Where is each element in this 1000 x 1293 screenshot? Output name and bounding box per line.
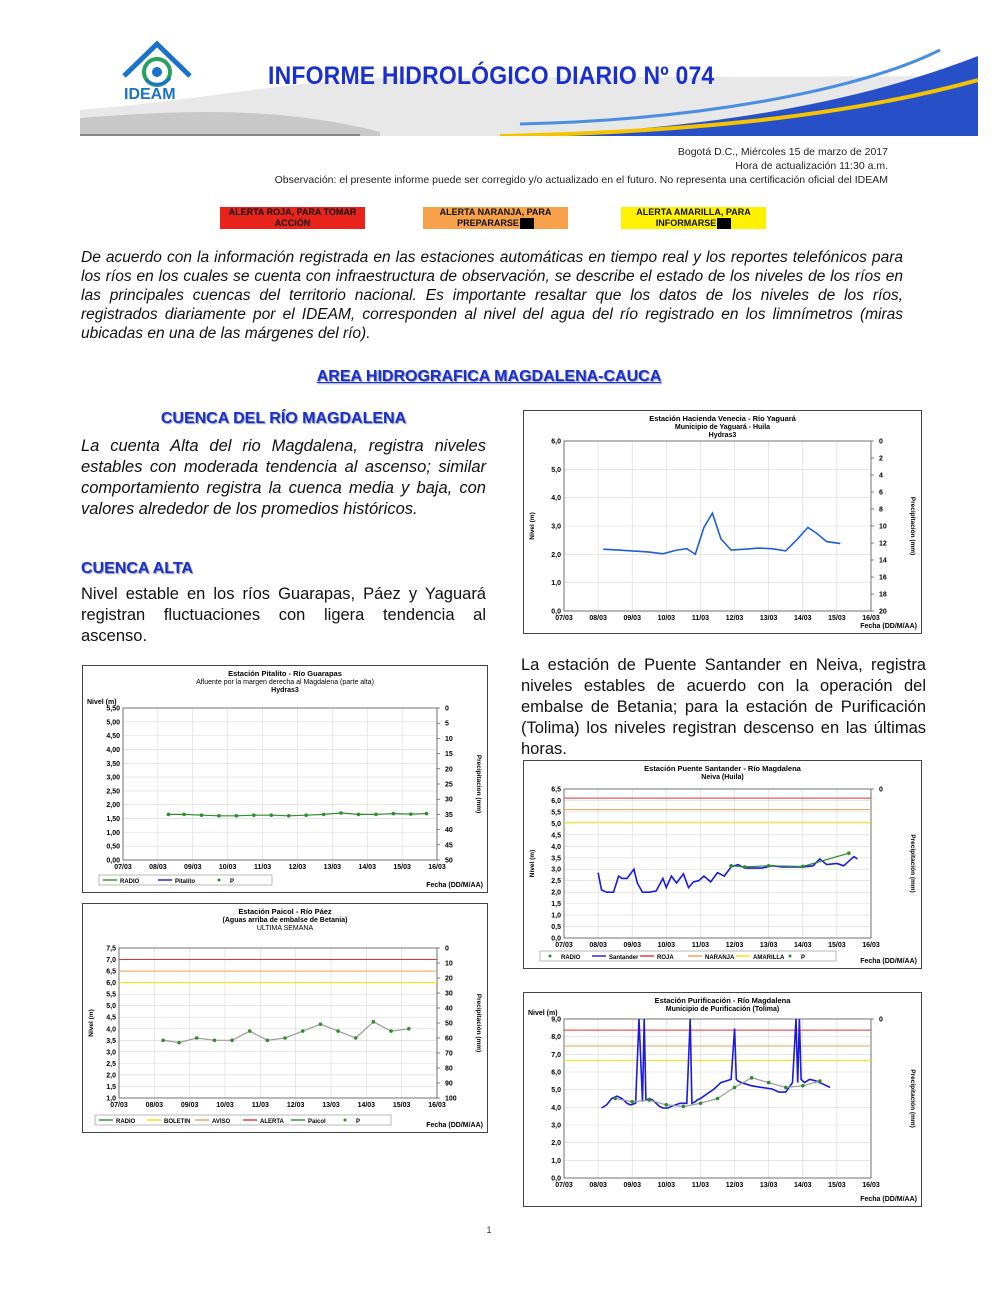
x-axis-label: Fecha (DD/M/AA) — [860, 1196, 917, 1203]
logo-text: IDEAM — [124, 86, 176, 103]
x-tick-label: 07/03 — [110, 1102, 128, 1109]
chart-title: Estación Paicol - Río Páez — [238, 907, 332, 916]
data-point — [801, 1084, 805, 1088]
x-tick-label: 08/03 — [149, 864, 167, 871]
chart-title: Estación Pitalito - Río Guarapas — [228, 669, 342, 678]
y2-tick-label: 90 — [445, 1080, 453, 1088]
data-point — [266, 1039, 270, 1043]
x-tick-label: 16/03 — [428, 864, 446, 871]
series-line — [602, 1019, 831, 1108]
y-tick-label: 5,5 — [106, 991, 116, 999]
y-tick-label: 4,0 — [551, 843, 561, 851]
y2-tick-label: 18 — [879, 591, 887, 599]
y2-axis-label: Precipitacion (mm) — [475, 754, 482, 814]
x-tick-label: 12/03 — [725, 615, 744, 622]
y-tick-label: 5,0 — [106, 1003, 116, 1011]
y-tick-label: 3,0 — [106, 1049, 116, 1057]
y2-tick-label: 14 — [879, 557, 887, 565]
legend-entry: ALERTA — [260, 1119, 284, 1125]
x-tick-label: 09/03 — [180, 1102, 199, 1109]
x-tick-label: 16/03 — [862, 1182, 880, 1189]
y2-tick-label: 10 — [445, 960, 453, 968]
data-point — [322, 813, 326, 817]
data-point — [235, 814, 239, 818]
x-tick-label: 14/03 — [357, 1102, 376, 1109]
data-point — [167, 813, 171, 817]
y-tick-label: 1,5 — [106, 1083, 116, 1091]
data-point — [767, 1081, 771, 1085]
legend-entry: Paicol — [308, 1119, 326, 1125]
y-axis-label: Nivel (m) — [88, 1009, 95, 1037]
legend-entry: Pitalito — [175, 879, 196, 885]
legend-entry: RADIO — [120, 879, 140, 885]
data-point — [750, 1076, 754, 1080]
x-tick-label: 16/03 — [862, 615, 880, 622]
y2-tick-label: 0 — [879, 1016, 883, 1024]
cuenca-magdalena-text: La cuenta Alta del rio Magdalena, registra niveles estables con moderada tendencia al ascenso; similar comportamiento registra la cuenca media y baja, con valores alrededor de los promedios históricos. — [81, 437, 486, 518]
chart-purificacion — [523, 992, 922, 1207]
x-tick-label: 12/03 — [286, 1102, 305, 1109]
data-point — [647, 1098, 651, 1102]
y-tick-label: 6,0 — [551, 438, 561, 446]
chart-subtitle: Afluente por la margen derecha al Magdalena (parte alta) — [196, 679, 374, 686]
santander-paragraph: La estación de Puente Santander en Neiva, registra niveles estables de acuerdo con la operación del embalse de Betania; para la estación de Purificación (Tolima) los niveles registran descenso en las últimas horas. — [521, 656, 926, 758]
y2-tick-label: 15 — [445, 751, 453, 759]
y-tick-label: 1,50 — [106, 816, 120, 824]
y-tick-label: 3,0 — [551, 866, 561, 874]
x-tick-label: 13/03 — [759, 1182, 778, 1189]
y2-tick-label: 70 — [445, 1050, 453, 1058]
data-point — [248, 1029, 252, 1033]
x-tick-label: 13/03 — [323, 864, 342, 871]
y-tick-label: 2,0 — [551, 889, 561, 897]
legend-entry: Santander — [609, 955, 639, 961]
y-tick-label: 1,5 — [551, 901, 561, 909]
alert-yellow-line2: INFORMARSE — [655, 218, 717, 228]
data-point — [682, 1105, 686, 1109]
data-point — [374, 813, 378, 817]
x-tick-label: 14/03 — [794, 1182, 812, 1189]
y-tick-label: 5,50 — [106, 705, 120, 713]
data-point — [729, 864, 733, 868]
y-axis-label: Nivel (m) — [529, 849, 536, 878]
y-tick-label: 6,0 — [551, 797, 561, 805]
chart-subtitle: (Aguas arriba de embalse de Betania) — [222, 917, 348, 924]
alert-red-line2: ACCIÓN — [274, 218, 311, 228]
x-tick-label: 11/03 — [251, 1102, 269, 1109]
y-tick-label: 3,5 — [551, 855, 561, 863]
legend-marker — [218, 879, 221, 882]
y2-tick-label: 0 — [445, 705, 449, 713]
redaction-block — [717, 218, 731, 229]
y-tick-label: 4,0 — [106, 1026, 116, 1034]
y-tick-label: 0,0 — [551, 935, 561, 943]
y2-axis-label: Precipitación (mm) — [909, 1069, 916, 1128]
y-tick-label: 1,00 — [106, 829, 120, 837]
y2-tick-label: 8 — [879, 506, 883, 514]
y-tick-label: 8,0 — [551, 1034, 561, 1042]
y-tick-label: 5,0 — [551, 466, 561, 474]
legend-marker — [789, 955, 792, 958]
data-point — [161, 1039, 165, 1043]
y-tick-label: 1,0 — [551, 1157, 561, 1165]
x-axis-label: Fecha (DD/M/AA) — [860, 958, 917, 965]
y2-axis-label: Precipitación (mm) — [909, 834, 916, 893]
x-tick-label: 15/03 — [828, 1182, 846, 1189]
y-tick-label: 5,0 — [551, 820, 561, 828]
y-tick-label: 5,00 — [106, 719, 120, 727]
y-tick-label: 5,5 — [551, 809, 561, 817]
y2-tick-label: 0 — [445, 945, 449, 953]
x-tick-label: 15/03 — [828, 942, 846, 949]
y-tick-label: 2,00 — [106, 802, 120, 810]
data-point — [195, 1036, 199, 1040]
y-axis-label: Nivel (m) — [529, 512, 536, 540]
y-axis-label: Nivel (m) — [87, 699, 117, 706]
data-point — [283, 1036, 287, 1040]
x-tick-label: 09/03 — [623, 942, 641, 949]
y2-tick-label: 4 — [879, 472, 883, 480]
legend-entry: AVISO — [212, 1119, 231, 1125]
y-tick-label: 3,0 — [551, 1122, 561, 1130]
x-tick-label: 07/03 — [555, 1182, 573, 1189]
y-tick-label: 0,00 — [106, 857, 120, 865]
y2-tick-label: 10 — [445, 735, 453, 743]
y-tick-label: 2,0 — [551, 551, 561, 559]
y-tick-label: 0,0 — [551, 1175, 561, 1183]
alert-yellow-badge — [621, 207, 766, 229]
x-tick-label: 09/03 — [184, 864, 202, 871]
x-tick-label: 12/03 — [725, 1182, 744, 1189]
x-tick-label: 07/03 — [555, 615, 573, 622]
x-tick-label: 14/03 — [358, 864, 376, 871]
x-tick-label: 10/03 — [216, 1102, 234, 1109]
y-tick-label: 1,0 — [551, 912, 561, 920]
alert-orange-line1: ALERTA NARANJA, PARA — [439, 207, 552, 217]
y-tick-label: 4,0 — [551, 1104, 561, 1112]
data-point — [301, 1029, 305, 1033]
y2-tick-label: 20 — [445, 975, 453, 983]
legend-entry: NARANJA — [705, 955, 735, 961]
x-tick-label: 11/03 — [691, 615, 710, 622]
chart-santander — [523, 760, 922, 969]
data-point — [784, 1086, 788, 1090]
x-tick-label: 13/03 — [759, 942, 778, 949]
y2-tick-label: 20 — [879, 608, 887, 616]
y-tick-label: 9,0 — [551, 1016, 561, 1024]
legend-entry: BOLETIN — [164, 1119, 191, 1125]
x-tick-label: 13/03 — [759, 615, 778, 622]
legend-marker — [344, 1119, 347, 1122]
y2-tick-label: 40 — [445, 827, 453, 835]
x-tick-label: 09/03 — [623, 1182, 641, 1189]
x-tick-label: 16/03 — [428, 1102, 446, 1109]
y-tick-label: 4,5 — [106, 1014, 116, 1022]
chart-pitalito — [82, 665, 488, 893]
y2-tick-label: 30 — [445, 796, 453, 804]
data-point — [269, 813, 273, 817]
y2-tick-label: 2 — [879, 455, 883, 463]
plot-area — [123, 708, 437, 860]
area-title: AREA HIDROGRAFICA MAGDALENA-CAUCA — [316, 368, 662, 385]
data-point — [354, 1036, 358, 1040]
x-axis-label: Fecha (DD/M/AA) — [426, 882, 483, 889]
y-tick-label: 2,5 — [551, 878, 561, 886]
y-tick-label: 6,5 — [551, 786, 561, 794]
y2-tick-label: 35 — [445, 811, 453, 819]
legend-entry: P — [356, 1119, 361, 1125]
cuenca-alta-title: CUENCA ALTA — [81, 560, 193, 577]
legend-marker — [549, 955, 552, 958]
x-tick-label: 10/03 — [657, 942, 676, 949]
data-point — [847, 851, 851, 855]
x-tick-label: 15/03 — [828, 615, 846, 622]
data-point — [392, 812, 396, 816]
y-tick-label: 3,00 — [106, 774, 120, 782]
y-tick-label: 0,0 — [551, 608, 561, 616]
y-tick-label: 0,50 — [106, 843, 120, 851]
y2-tick-label: 40 — [445, 1005, 453, 1013]
y2-tick-label: 12 — [879, 540, 887, 548]
x-tick-label: 07/03 — [114, 864, 132, 871]
y2-tick-label: 5 — [445, 720, 449, 728]
plot-area — [119, 948, 437, 1098]
y-tick-label: 1,0 — [551, 580, 561, 588]
observation-line: Observación: el presente informe puede ser corregido y/o actualizado en el futuro. No representa una certificación oficial del IDEAM — [274, 174, 888, 186]
data-point — [339, 811, 343, 815]
x-tick-label: 08/03 — [589, 1182, 607, 1189]
y2-tick-label: 6 — [879, 489, 883, 497]
chart-paicol — [82, 903, 488, 1133]
alert-yellow-line1: ALERTA AMARILLA, PARA — [636, 207, 751, 217]
page-number: 1 — [486, 1225, 492, 1235]
data-point — [407, 1027, 411, 1031]
data-point — [613, 1097, 617, 1101]
x-tick-label: 11/03 — [253, 864, 272, 871]
y-tick-label: 2,0 — [106, 1072, 116, 1080]
data-point — [200, 813, 204, 817]
x-tick-label: 08/03 — [589, 615, 607, 622]
legend-entry: P — [230, 879, 235, 885]
y-tick-label: 2,50 — [106, 788, 120, 796]
y-axis-label: Nivel (m) — [528, 1010, 558, 1017]
data-point — [767, 864, 771, 868]
cuenca-alta-text: Nivel estable en los ríos Guarapas, Páez y Yaguará registran fluctuaciones con ligera tendencia al ascenso. — [81, 585, 486, 645]
data-point — [177, 1041, 181, 1045]
y2-tick-label: 100 — [445, 1095, 457, 1103]
y-tick-label: 7,5 — [106, 945, 116, 953]
report-title: INFORME HIDROLÓGICO DIARIO Nº 074 — [268, 62, 715, 90]
y-tick-label: 0,5 — [551, 924, 561, 932]
legend-entry: AMARILLA — [753, 955, 785, 961]
data-point — [716, 1097, 720, 1101]
x-tick-label: 15/03 — [392, 1102, 411, 1109]
y2-tick-label: 0 — [879, 786, 883, 794]
data-point — [336, 1029, 340, 1033]
data-point — [319, 1022, 323, 1026]
x-tick-label: 12/03 — [288, 864, 307, 871]
y2-tick-label: 60 — [445, 1035, 453, 1043]
chart-title: Estación Hacienda Venecia - Río Yaguará — [649, 414, 796, 423]
y-tick-label: 6,0 — [551, 1069, 561, 1077]
legend-entry: RADIO — [116, 1119, 136, 1125]
y-tick-label: 1,0 — [106, 1095, 116, 1103]
x-tick-label: 10/03 — [657, 1182, 676, 1189]
x-tick-label: 08/03 — [589, 942, 607, 949]
y-tick-label: 3,50 — [106, 760, 120, 768]
y-tick-label: 3,5 — [106, 1037, 116, 1045]
chart-title: Estación Puente Santander - Río Magdalena — [644, 764, 801, 773]
y-tick-label: 5,0 — [551, 1087, 561, 1095]
y-tick-label: 4,0 — [551, 495, 561, 503]
y-tick-label: 2,0 — [551, 1140, 561, 1148]
x-tick-label: 10/03 — [218, 864, 237, 871]
y2-tick-label: 80 — [445, 1065, 453, 1073]
y2-axis-label: Precipitación (mm) — [909, 496, 916, 556]
x-tick-label: 14/03 — [794, 942, 812, 949]
data-point — [743, 865, 747, 869]
y-tick-label: 6,5 — [106, 968, 116, 976]
chart-subtitle: Municipio de Yaguará - Huila — [674, 424, 771, 431]
y2-tick-label: 45 — [445, 842, 453, 850]
legend-entry: P — [801, 955, 806, 961]
legend-entry: RADIO — [561, 955, 581, 961]
y2-axis-label: Precipitación (mm) — [475, 993, 482, 1053]
x-tick-label: 08/03 — [145, 1102, 164, 1109]
data-point — [409, 812, 413, 816]
y-tick-label: 7,0 — [551, 1051, 561, 1059]
y-tick-label: 7,0 — [106, 957, 116, 965]
chart-title: Estación Purificación - Río Magdalena — [654, 996, 791, 1005]
data-point — [733, 1086, 737, 1090]
y-tick-label: 2,5 — [106, 1060, 116, 1068]
y-tick-label: 6,0 — [106, 980, 116, 988]
alert-red-line1: ALERTA ROJA, PARA TOMAR — [228, 207, 357, 217]
data-point — [304, 813, 308, 817]
y2-tick-label: 30 — [445, 990, 453, 998]
series-line — [603, 513, 840, 554]
chart-subtitle-2: Hydras3 — [271, 687, 299, 694]
alert-orange-line2: PREPARARSE — [457, 218, 519, 228]
chart-subtitle: Neiva (Huila) — [701, 774, 744, 781]
data-point — [389, 1029, 393, 1033]
x-tick-label: 15/03 — [393, 864, 411, 871]
data-point — [357, 813, 361, 817]
x-tick-label: 13/03 — [322, 1102, 340, 1109]
chart-venecia — [523, 410, 922, 634]
chart-subtitle-2: Hydras3 — [708, 432, 737, 439]
y-tick-label: 3,0 — [551, 523, 561, 531]
x-tick-label: 09/03 — [623, 615, 641, 622]
x-axis-label: Fecha (DD/M/AA) — [860, 623, 917, 630]
x-tick-label: 14/03 — [794, 615, 812, 622]
alert-red-badge — [220, 207, 365, 229]
y2-tick-label: 50 — [445, 1020, 453, 1028]
data-point — [182, 813, 186, 817]
x-tick-label: 10/03 — [657, 615, 676, 622]
redaction-block — [520, 218, 534, 229]
y2-tick-label: 0 — [879, 438, 883, 446]
x-tick-label: 07/03 — [555, 942, 573, 949]
x-tick-label: 11/03 — [691, 942, 710, 949]
y2-tick-label: 25 — [445, 781, 453, 789]
data-point — [630, 1100, 634, 1104]
y-tick-label: 4,5 — [551, 832, 561, 840]
alert-orange-badge — [423, 207, 568, 229]
cuenca-magdalena-title: CUENCA DEL RÍO MAGDALENA — [160, 410, 407, 427]
y-tick-label: 4,50 — [106, 733, 120, 741]
update-line: Hora de actualización 11:30 a.m. — [735, 160, 888, 172]
data-point — [665, 1103, 669, 1107]
data-point — [252, 813, 256, 817]
data-point — [372, 1020, 376, 1024]
x-tick-label: 12/03 — [725, 942, 744, 949]
data-point — [699, 1101, 703, 1105]
y2-tick-label: 50 — [445, 857, 453, 865]
chart-subtitle-2: ULTIMA SEMANA — [256, 925, 314, 932]
data-point — [801, 865, 805, 869]
data-point — [425, 812, 429, 816]
x-tick-label: 11/03 — [691, 1182, 710, 1189]
data-point — [213, 1039, 217, 1043]
y2-tick-label: 20 — [445, 766, 453, 774]
intro-paragraph: De acuerdo con la información registrada en las estaciones automáticas en tiempo real y los reportes telefónicos para los ríos en los cuales se cuenta con infraestructura de observación, se describe el estado de los niveles de los ríos en las principales cuencas del territorio nacional. Es importante resaltar que los datos de los niveles de los ríos, registrados diariamente por el IDEAM, corresponden al nivel del agua del río registrado en los limnímetros (miras ubicadas en una de las márgenes del río). — [81, 249, 903, 342]
data-point — [217, 814, 221, 818]
legend-entry: ROJA — [657, 955, 674, 961]
data-point — [818, 1079, 822, 1083]
y-tick-label: 4,00 — [106, 746, 120, 754]
data-point — [230, 1039, 234, 1043]
chart-subtitle: Municipio de Purificación (Tolima) — [665, 1006, 780, 1013]
date-line: Bogotá D.C., Miércoles 15 de marzo de 2017 — [677, 146, 888, 158]
y2-tick-label: 16 — [879, 574, 887, 582]
y2-tick-label: 10 — [879, 523, 887, 531]
x-axis-label: Fecha (DD/M/AA) — [426, 1122, 483, 1129]
x-tick-label: 16/03 — [862, 942, 880, 949]
data-point — [287, 814, 291, 818]
